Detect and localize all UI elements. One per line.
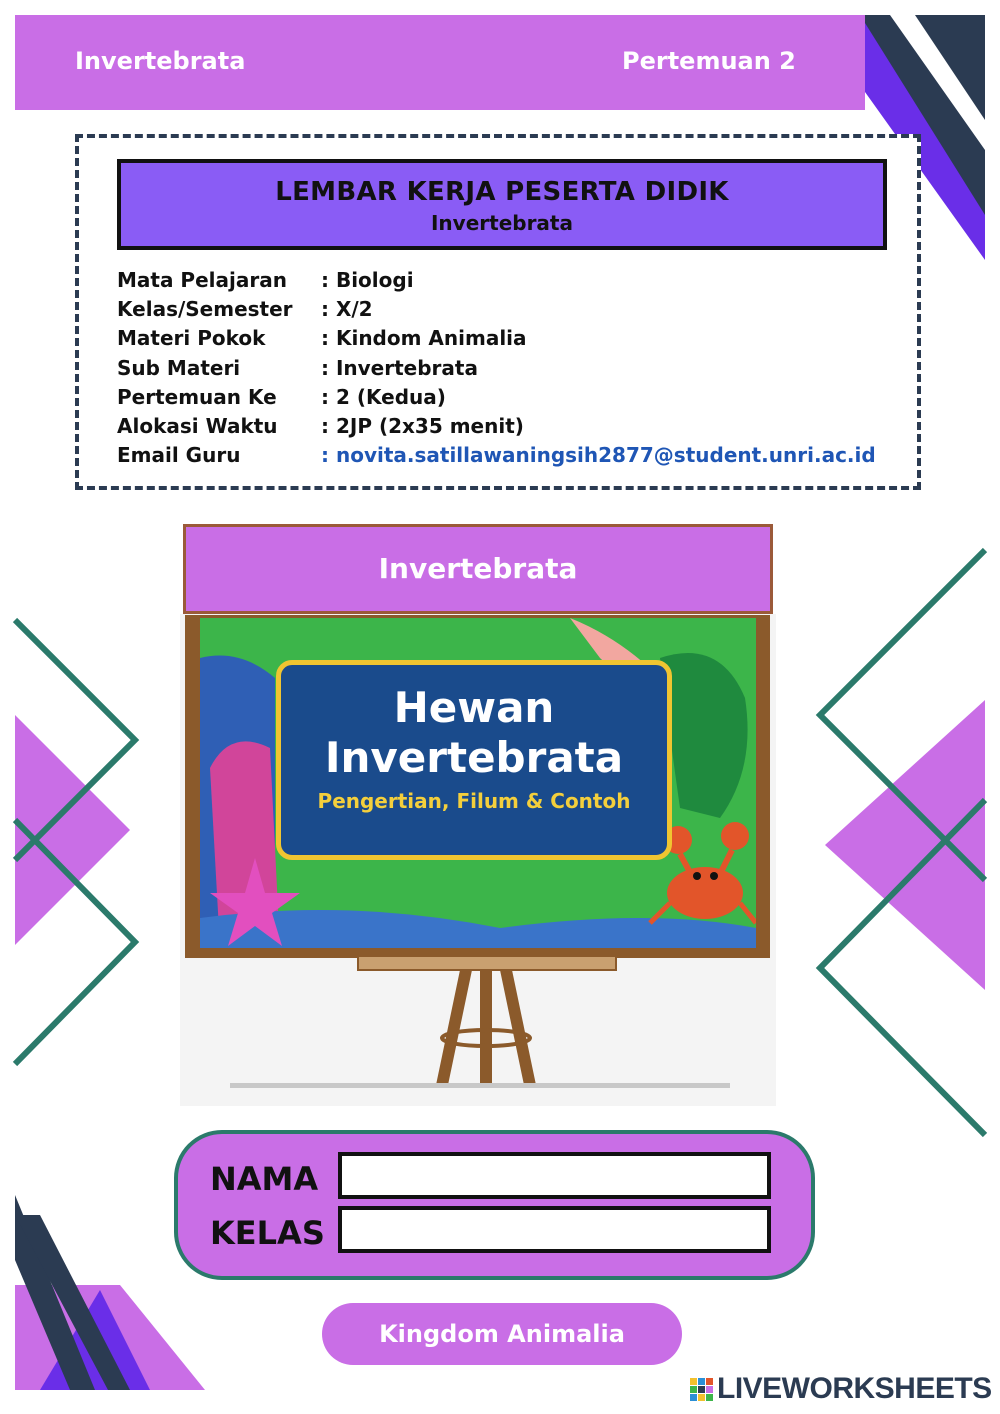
board-title-line1: Hewan	[393, 683, 555, 732]
class-input[interactable]	[338, 1206, 771, 1253]
info-label: Mata Pelajaran	[117, 268, 287, 292]
info-value: : Kindom Animalia	[321, 326, 527, 350]
board-subtitle: Pengertian, Filum & Contoh	[317, 789, 631, 813]
kingdom-animalia-pill: Kingdom Animalia	[322, 1303, 682, 1365]
info-value: : X/2	[321, 297, 373, 321]
worksheet-title: LEMBAR KERJA PESERTA DIDIK	[275, 177, 729, 207]
info-value: : 2JP (2x35 menit)	[321, 414, 524, 438]
info-label: Email Guru	[117, 443, 241, 467]
info-label: Materi Pokok	[117, 326, 266, 350]
class-label: KELAS	[210, 1214, 325, 1252]
info-label: Sub Materi	[117, 356, 241, 380]
info-label: Alokasi Waktu	[117, 414, 278, 438]
worksheet-subtitle: Invertebrata	[430, 211, 573, 235]
left-diamond-fill	[15, 715, 130, 945]
worksheet-title-box	[117, 159, 887, 250]
name-input[interactable]	[338, 1152, 771, 1199]
header-meeting: Pertemuan 2	[622, 47, 796, 75]
teacher-email-link[interactable]: : novita.satillawaningsih2877@student.unri.ac.id	[321, 443, 876, 467]
info-value: : Biologi	[321, 268, 414, 292]
info-value: : Invertebrata	[321, 356, 478, 380]
header-topic: Invertebrata	[75, 47, 246, 75]
liveworksheets-logo[interactable]	[690, 1371, 992, 1407]
section-banner: Invertebrata	[183, 524, 773, 614]
easel-stand	[180, 950, 776, 1100]
board-title-card	[276, 660, 672, 860]
info-value: : 2 (Kedua)	[321, 385, 446, 409]
liveworksheets-logo-icon	[690, 1378, 713, 1401]
info-label: Pertemuan Ke	[117, 385, 277, 409]
name-label: NAMA	[210, 1160, 319, 1198]
board-title-line2: Invertebrata	[324, 733, 624, 782]
liveworksheets-brand: LIVEWORKSHEETS	[717, 1372, 992, 1405]
info-label: Kelas/Semester	[117, 297, 293, 321]
